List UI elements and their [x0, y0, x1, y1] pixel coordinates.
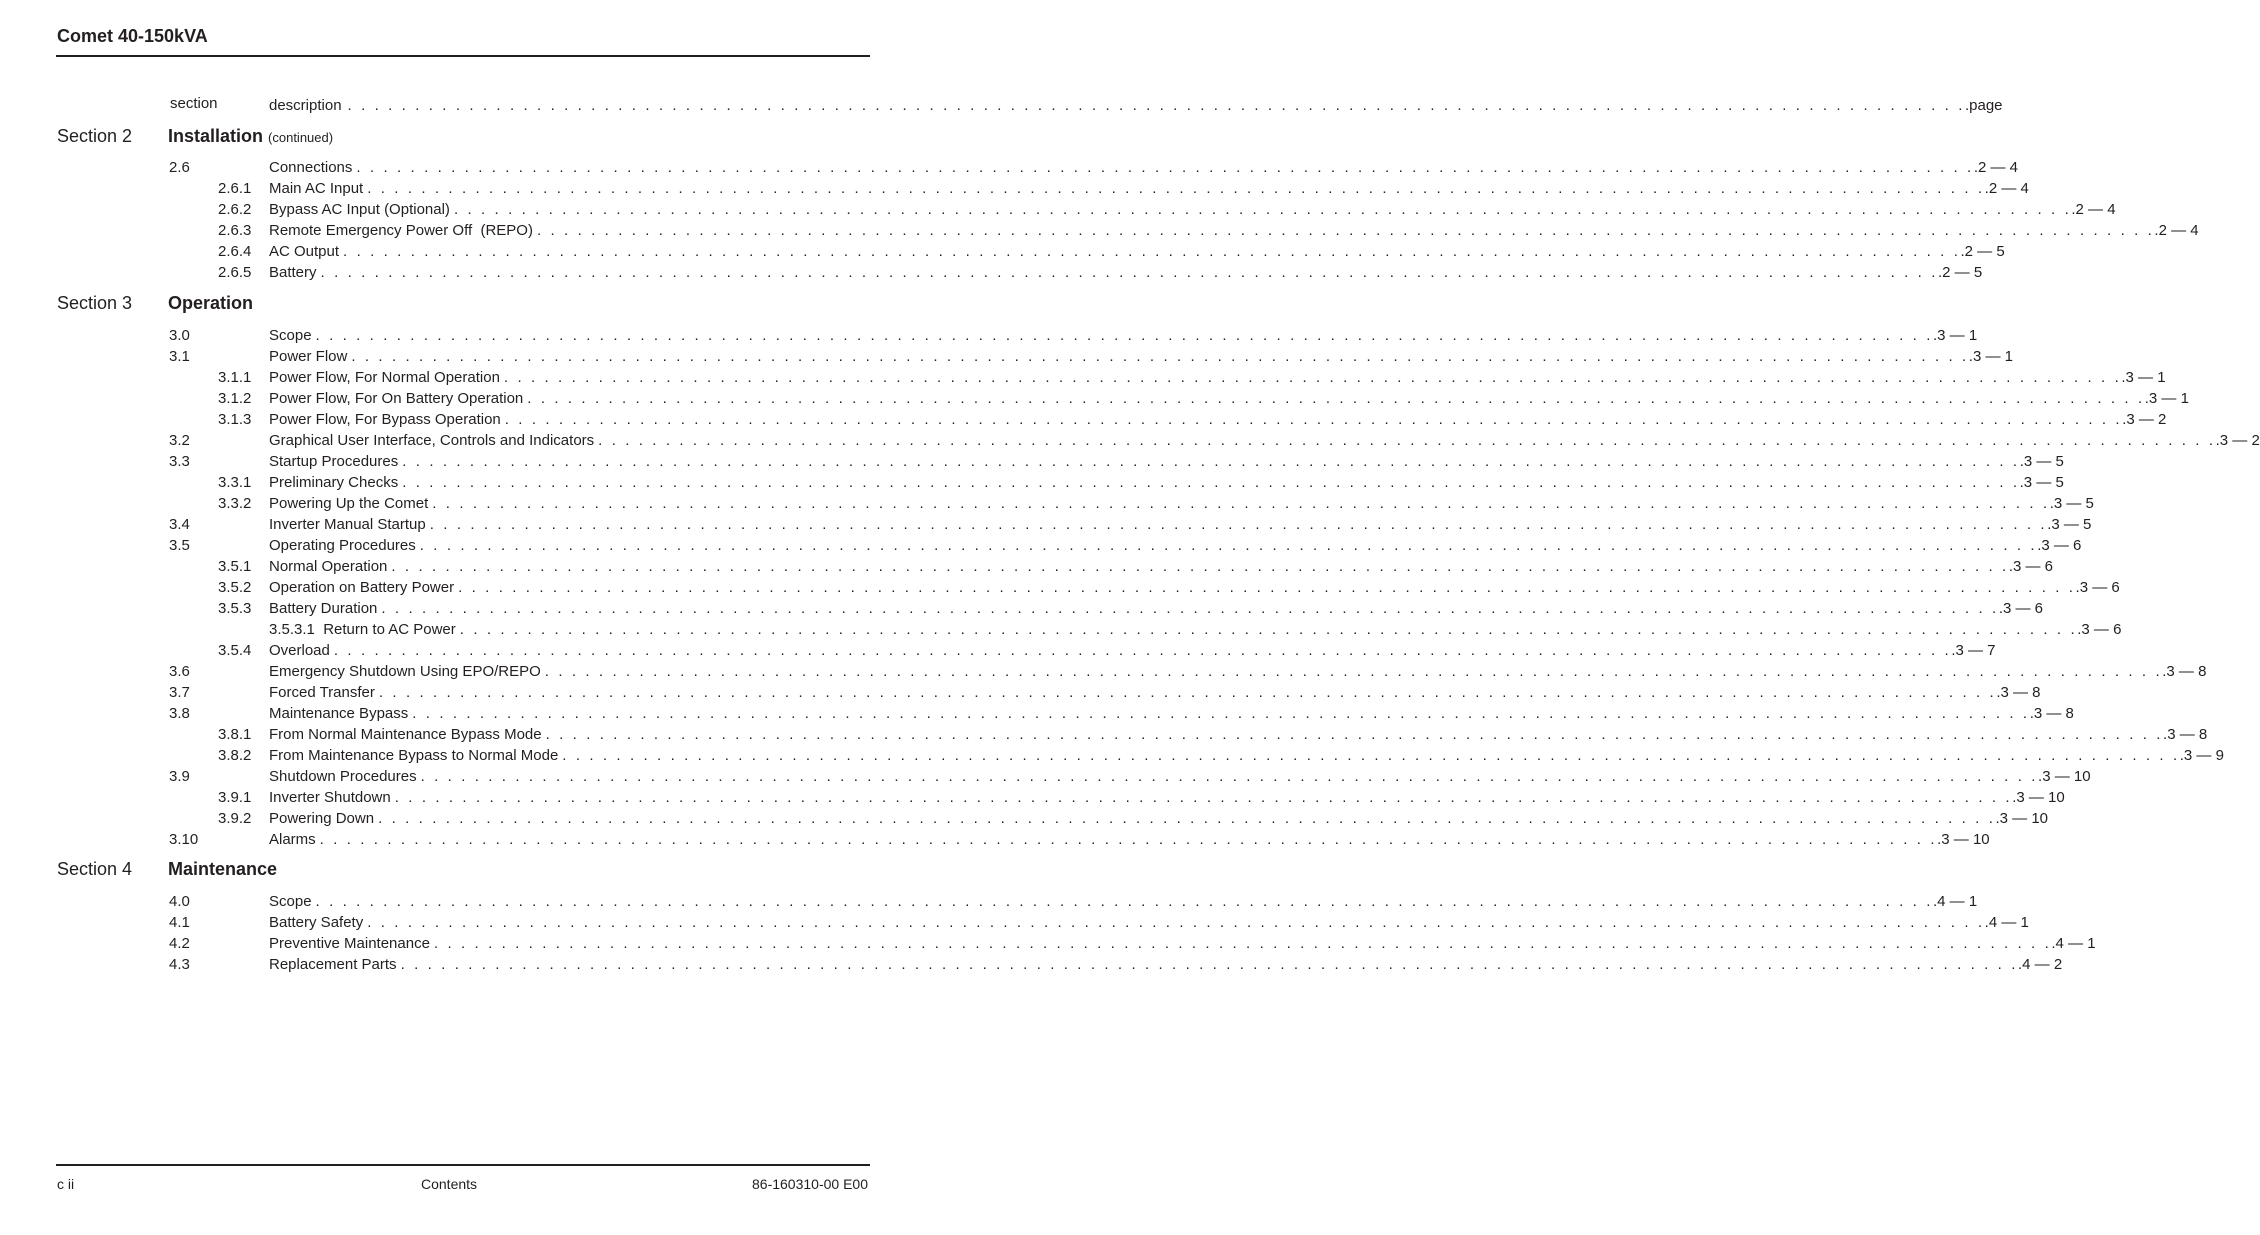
toc-entry-title: Operation on Battery Power: [269, 579, 455, 596]
toc-entry-number: 3.9.2: [218, 810, 252, 827]
toc-entry-line: [269, 661, 2207, 682]
dot-leader: . . . . . . . . . . . . . . . . . . . . . . . . . . . . . . . . . . . . . . . . . . . . . . . . . . . . . . . . . . . . . . . . . . . . . . . . . . . . . . . . . . . . . . . . . . . . . . . . . . . . . . . . . . . . . . . . . . . . . . . .: [419, 537, 2038, 554]
toc-entry-page: .3 — 10: [1995, 810, 2049, 827]
toc-entry[interactable]: [0, 535, 2082, 556]
dot-leader: . . . . . . . . . . . . . . . . . . . . . . . . . . . . . . . . . . . . . . . . . . . . . . . . . . . . . . . . . . . . . . . . . . . . . . . . . . . . . . . . . . . . . . . . . . . . . . . . . . . . . . . . . . . . . . . . . . . . . . . .: [391, 558, 2009, 575]
toc-entry[interactable]: [0, 514, 2092, 535]
toc-entry-title: Normal Operation: [269, 558, 388, 575]
toc-entry-line: [269, 514, 2092, 535]
toc-entry-page: .4 — 1: [2051, 935, 2096, 952]
dot-leader: . . . . . . . . . . . . . . . . . . . . . . . . . . . . . . . . . . . . . . . . . . . . . . . . . . . . . . . . . . . . . . . . . . . . . . . . . . . . . . . . . . . . . . . . . . . . . . . . . . . . . . . . . . . . . . . . . . . . . . . .: [315, 893, 1933, 910]
toc-entry-title: From Maintenance Bypass to Normal Mode: [269, 747, 559, 764]
toc-entry-number: 3.5.4: [218, 642, 252, 659]
toc-entry-page: .3 — 10: [2038, 768, 2091, 785]
toc-entry[interactable]: [0, 346, 2013, 367]
toc-entry-title: Battery Safety: [269, 914, 364, 931]
section-label: Section 3: [57, 293, 133, 313]
toc-entry-number: 2.6.4: [218, 243, 252, 260]
dot-leader: . . . . . . . . . . . . . . . . . . . . . . . . . . . . . . . . . . . . . . . . . . . . . . . . . . . . . . . . . . . . . . . . . . . . . . . . . . . . . . . . . . . . . . . . . . . . . . . . . . . . . . . . . . . . . . . . . . . . . . . .: [315, 327, 1933, 344]
toc-entry-title: Battery: [269, 264, 317, 281]
dot-leader: . . . . . . . . . . . . . . . . . . . . . . . . . . . . . . . . . . . . . . . . . . . . . . . . . . . . . . . . . . . . . . . . . . . . . . . . . . . . . . . . . . . . . . . . . . . . . . . . . . . . . . . . . . . . . . . . . . . . . . . .: [400, 956, 2018, 973]
toc-entry-line: [269, 388, 2189, 409]
dot-leader: . . . . . . . . . . . . . . . . . . . . . . . . . . . . . . . . . . . . . . . . . . . . . . . . . . . . . . . . . . . . . . . . . . . . . . . . . . . . . . . . . . . . . . . . . . . . . . . . . . . . . . . . . . . . . . . . . . . . . . . .: [320, 264, 1938, 281]
toc-entry-number: 3.10: [169, 831, 199, 848]
toc-entry-line: [269, 409, 2167, 430]
footer-center-label: Contents: [421, 1176, 478, 1192]
dot-leader: . . . . . . . . . . . . . . . . . . . . . . . . . . . . . . . . . . . . . . . . . . . . . . . . . . . . . . . . . . . . . . . . . . . . . . . . . . . . . . . . . . . . . . . . . . . . . . . . . . . . . . . . . . . . . . . . . . . . . . . .: [429, 516, 2048, 533]
dot-leader: . . . . . . . . . . . . . . . . . . . . . . . . . . . . . . . . . . . . . . . . . . . . . . . . . . . . . . . . . . . . . . . . . . . . . . . . . . . . . . . . . . . . . . . . . . . . . . . . . . . . . . . . . . . . . . . . . . . . . . . .: [527, 390, 2145, 407]
dot-leader: . . . . . . . . . . . . . . . . . . . . . . . . . . . . . . . . . . . . . . . . . . . . . . . . . . . . . . . . . . . . . . . . . . . . . . . . . . . . . . . . . . . . . . . . . . . . . . . . . . . . . . . . . . . . . . . . . . . . . . . .: [562, 747, 2180, 764]
toc-entry-page: .3 — 5: [2019, 474, 2064, 491]
section-title-text: Operation: [168, 293, 254, 313]
toc-entry[interactable]: [0, 472, 2064, 493]
toc-entry[interactable]: [0, 577, 2120, 598]
toc-entry-line: [269, 178, 2029, 199]
toc-entry-line: [269, 808, 2049, 829]
toc-entry[interactable]: [0, 912, 2029, 933]
toc-entry-page: .3 — 1: [1932, 327, 1978, 344]
toc-entry-line: [269, 703, 2074, 724]
toc-entry-number: 3.3.1: [218, 474, 252, 491]
toc-entry-title: Graphical User Interface, Controls and Indicators: [269, 432, 595, 449]
toc-entry-line: [269, 220, 2199, 241]
toc-entry[interactable]: [0, 682, 2041, 703]
toc-entry-line: [269, 157, 2019, 178]
toc-entry[interactable]: [0, 598, 2044, 619]
toc-entry-line: [269, 367, 2166, 388]
dot-leader: . . . . . . . . . . . . . . . . . . . . . . . . . . . . . . . . . . . . . . . . . . . . . . . . . . . . . . . . . . . . . . . . . . . . . . . . . . . . . . . . . . . . . . . . . . . . . . . . . . . . . . . . . . . . . . . . . . . . . . . .: [378, 810, 1996, 827]
toc-entry-number: 3.1.2: [218, 390, 252, 407]
dot-leader: . . . . . . . . . . . . . . . . . . . . . . . . . . . . . . . . . . . . . . . . . . . . . . . . . . . . . . . . . . . . . . . . . . . . . . . . . . . . . . . . . . . . . . . . . . . . . . . . . . . . . . . . . . . . . . . . . . . . . . . .: [453, 201, 2072, 218]
toc-entry-title: Maintenance Bypass: [269, 705, 409, 722]
toc-entry-title: Battery Duration: [269, 600, 378, 617]
toc-entry[interactable]: [0, 640, 1996, 661]
toc-entry-number: 3.0: [169, 327, 190, 344]
toc-entry-line: [269, 241, 2005, 262]
toc-entry-title: Power Flow, For On Battery Operation: [269, 390, 524, 407]
toc-entry[interactable]: [0, 829, 1990, 850]
section-title: [168, 126, 333, 147]
toc-entry-line: [269, 954, 2063, 975]
toc-entry-number: 4.1: [169, 914, 190, 931]
toc-entry[interactable]: [0, 661, 2207, 682]
toc-entry-page: .3 — 2: [2122, 411, 2167, 428]
toc-entry-title: Scope: [269, 893, 312, 910]
toc-entry-title: Powering Down: [269, 810, 375, 827]
dot-leader: . . . . . . . . . . . . . . . . . . . . . . . . . . . . . . . . . . . . . . . . . . . . . . . . . . . . . . . . . . . . . . . . . . . . . . . . . . . . . . . . . . . . . . . . . . . . . . . . . . . . . . . . . . . . . . . . . . . . . . . .: [402, 453, 2020, 470]
toc-entry-number: 2.6.5: [218, 264, 252, 281]
toc-entry-number: 3.8.1: [218, 726, 252, 743]
toc-entry-page: .3 — 5: [2047, 516, 2092, 533]
toc-entry[interactable]: [0, 367, 2166, 388]
toc-entry-page: .3 — 6: [2077, 621, 2122, 638]
toc-entry-page: .3 — 8: [1996, 684, 2041, 701]
toc-entry-title: Inverter Manual Startup: [269, 516, 426, 533]
footer-doc-number: 86-160310-00 E00: [752, 1176, 868, 1192]
column-header-section: section: [170, 95, 218, 112]
toc-entry-title: Connections: [269, 159, 353, 176]
toc-entry-title: Power Flow: [269, 348, 348, 365]
toc-entry-page: .3 — 1: [2121, 369, 2166, 386]
toc-entry-line: [269, 640, 1996, 661]
toc-entry-line: [269, 535, 2082, 556]
dot-leader: . . . . . . . . . . . . . . . . . . . . . . . . . . . . . . . . . . . . . . . . . . . . . . . . . . . . . . . . . . . . . . . . . . . . . . . . . . . . . . . . . . . . . . . . . . . . . . . . . . . . . . . . . . . . . . . . . . . . . . . .: [545, 726, 2164, 743]
dot-leader: . . . . . . . . . . . . . . . . . . . . . . . . . . . . . . . . . . . . . . . . . . . . . . . . . . . . . . . . . . . . . . . . . . . . . . . . . . . . . . . . . . . . . . . . . . . . . . . . . . . . . . . . . . . . . . . . . . . . . . . .: [381, 600, 1999, 617]
toc-entry-line: [269, 472, 2064, 493]
toc-entry-line: [269, 619, 2122, 640]
toc-entry-line: [269, 199, 2116, 220]
toc-entry[interactable]: [0, 451, 2064, 472]
toc-entry[interactable]: [0, 808, 2049, 829]
dot-leader: . . . . . . . . . . . . . . . . . . . . . . . . . . . . . . . . . . . . . . . . . . . . . . . . . . . . . . . . . . . . . . . . . . . . . . . . . . . . . . . . . . . . . . . . . . . . . . . . . . . . . . . . . . . . . . . . . . . . . . . .: [319, 831, 1938, 848]
toc-entry-line: [269, 829, 1990, 850]
toc-entry[interactable]: [0, 766, 2091, 787]
toc-entry-page: .2 — 4: [2071, 201, 2116, 218]
toc-entry-page: .2 — 5: [1937, 264, 1983, 281]
toc-entry[interactable]: [0, 787, 2065, 808]
column-header-description-row: [269, 95, 2003, 116]
toc-entry-title: Overload: [269, 642, 330, 659]
toc-entry-number: 3.8: [169, 705, 190, 722]
toc-entry-line: [269, 933, 2096, 954]
toc-entry[interactable]: [0, 430, 2260, 451]
toc-entry-title: AC Output: [269, 243, 340, 260]
column-header-description: description: [269, 97, 342, 114]
toc-entry-number: 3.3.2: [218, 495, 252, 512]
dot-leader: . . . . . . . . . . . . . . . . . . . . . . . . . . . . . . . . . . . . . . . . . . . . . . . . . . . . . . . . . . . . . . . . . . . . . . . . . . . . . . . . . . . . . . . . . . . . . . . . . . . . . . . . . . . . . . . . . . . . . . . .: [333, 642, 1952, 659]
toc-entry-title: 3.5.3.1 Return to AC Power: [269, 621, 456, 638]
toc-entry-title: Replacement Parts: [269, 956, 397, 973]
section-label: Section 4: [57, 859, 133, 879]
dot-leader: . . . . . . . . . . . . . . . . . . . . . . . . . . . . . . . . . . . . . . . . . . . . . . . . . . . . . . . . . . . . . . . . . . . . . . . . . . . . . . . . . . . . . . . . . . . . . . . . . . . . . . . . . . . . . . . . . . . . . . . .: [458, 579, 2076, 596]
toc-entry-number: 3.2: [169, 432, 190, 449]
toc-entry-title: Emergency Shutdown Using EPO/REPO: [269, 663, 541, 680]
toc-entry[interactable]: [0, 493, 2094, 514]
toc-entry-page: .3 — 1: [2144, 390, 2189, 407]
toc-entry-line: [269, 912, 2029, 933]
toc-entry-number: 3.5.3: [218, 600, 252, 617]
dot-leader: . . . . . . . . . . . . . . . . . . . . . . . . . . . . . . . . . . . . . . . . . . . . . . . . . . . . . . . . . . . . . . . . . . . . . . . . . . . . . . . . . . . . . . . . . . . . . . . . . . . . . . . . . . . . . . . . . . . . . . . .: [402, 474, 2020, 491]
toc-entry-number: 3.5: [169, 537, 190, 554]
dot-leader: . . . . . . . . . . . . . . . . . . . . . . . . . . . . . . . . . . . . . . . . . . . . . . . . . . . . . . . . . . . . . . . . . . . . . . . . . . . . . . . . . . . . . . . . . . . . . . . . . . . . . . . . . . . . . . . . . . . . . . . .: [536, 222, 2155, 239]
toc-entry[interactable]: [0, 954, 2063, 975]
section-title-text: Installation: [168, 126, 264, 146]
toc-entry-line: [269, 745, 2224, 766]
toc-entry-number: 3.9.1: [218, 789, 252, 806]
toc-entry-line: [269, 766, 2091, 787]
toc-entry[interactable]: [0, 891, 1978, 912]
toc-entry-line: [269, 430, 2260, 451]
toc-entry-number: 2.6.2: [218, 201, 252, 218]
toc-entry-number: 3.5.1: [218, 558, 252, 575]
toc-entry-page: .2 — 4: [2154, 222, 2199, 239]
toc-entry-number: 2.6.1: [218, 180, 252, 197]
footer-page-number: c ii: [57, 1176, 75, 1192]
toc-entry-title: Scope: [269, 327, 312, 344]
toc-entry-line: [269, 451, 2064, 472]
toc-entry-page: .3 — 8: [2029, 705, 2074, 722]
toc-entry-page: .3 — 1: [1968, 348, 2013, 365]
section-title-suffix: (continued): [268, 130, 334, 145]
toc-entry-number: 2.6: [169, 159, 190, 176]
dot-leader: . . . . . . . . . . . . . . . . . . . . . . . . . . . . . . . . . . . . . . . . . . . . . . . . . . . . . . . . . . . . . . . . . . . . . . . . . . . . . . . . . . . . . . . . . . . . . . . . . . . . . . . . . . . . . . . . . . . . . . . .: [394, 789, 2013, 806]
toc-entry-title: Bypass AC Input (Optional): [269, 201, 450, 218]
toc-entry-line: [269, 598, 2044, 619]
toc-entry-number: 3.9: [169, 768, 190, 785]
section-title: [168, 859, 277, 880]
toc-entry-page: .2 — 4: [1984, 180, 2029, 197]
toc-entry-number: 4.3: [169, 956, 190, 973]
toc-entry-page: .3 — 8: [2163, 726, 2208, 743]
section-label: Section 2: [57, 126, 133, 146]
toc-entry-page: .2 — 4: [1973, 159, 2019, 176]
toc-entry-line: [269, 556, 2054, 577]
toc-entry-number: 3.7: [169, 684, 190, 701]
toc-entry[interactable]: [0, 724, 2208, 745]
toc-entry-title: Powering Up the Comet: [269, 495, 429, 512]
section-title: [168, 293, 253, 314]
dot-leader: . . . . . . . . . . . . . . . . . . . . . . . . . . . . . . . . . . . . . . . . . . . . . . . . . . . . . . . . . . . . . . . . . . . . . . . . . . . . . . . . . . . . . . . . . . . . . . . . . . . . . . . . . . . . . . . . . . . . . . . .: [351, 348, 1969, 365]
dot-leader: . . . . . . . . . . . . . . . . . . . . . . . . . . . . . . . . . . . . . . . . . . . . . . . . . . . . . . . . . . . . . . . . . . . . . . . . . . . . . . . . . . . . . . . . . . . . . . . . . . . . . . . . . . . . . . . . . . . . . . . .: [367, 914, 1985, 931]
dot-leader: . . . . . . . . . . . . . . . . . . . . . . . . . . . . . . . . . . . . . . . . . . . . . . . . . . . . . . . . . . . . . . . . . . . . . . . . . . . . . . . . . . . . . . . . . . . . . . . . . . . . . . . . . . . . . . . . . . . . . . . .: [356, 159, 1974, 176]
dot-leader: . . . . . . . . . . . . . . . . . . . . . . . . . . . . . . . . . . . . . . . . . . . . . . . . . . . . . . . . . . . . . . . . . . . . . . . . . . . . . . . . . . . . . . . . . . . . . . . . . . . . . . . . . . . . . . . . . . . . . . . .: [343, 243, 1961, 260]
toc-entry-title: Main AC Input: [269, 180, 364, 197]
dot-leader: . . . . . . . . . . . . . . . . . . . . . . . . . . . . . . . . . . . . . . . . . . . . . . . . . . . . . . . . . . . . . . . . . . . . . . . . . . . . . . . . . . . . . . . . . . . . . . . . . . . . . . . . . . . . . . . . . . . . . . . .: [433, 935, 2052, 952]
dot-leader: . . . . . . . . . . . . . . . . . . . . . . . . . . . . . . . . . . . . . . . . . . . . . . . . . . . . . . . . . . . . . . . . . . . . . . . . . . . . . . . . . . . . . . . . . . . . . . . . . . . . . . . . . . . . . . . . . . . . . . . .: [503, 369, 2122, 386]
toc-entry-page: .3 — 6: [1998, 600, 2044, 617]
toc-entry-line: [269, 493, 2094, 514]
dot-leader: . . . . . . . . . . . . . . . . . . . . . . . . . . . . . . . . . . . . . . . . . . . . . . . . . . . . . . . . . . . . . . . . . . . . . . . . . . . . . . . . . . . . . . . . . . . . . . . . . . . . . . . . . . . . . . . . . . . . . . . .: [432, 495, 2050, 512]
toc-entry[interactable]: [0, 409, 2167, 430]
toc-entry-number: 4.0: [169, 893, 190, 910]
toc-entry[interactable]: [0, 178, 2029, 199]
toc-entry-title: Startup Procedures: [269, 453, 399, 470]
toc-entry-page: .3 — 2: [2215, 432, 2260, 449]
toc-entry[interactable]: [0, 933, 2096, 954]
toc-entry-number: 3.1.1: [218, 369, 252, 386]
toc-entry-page: .3 — 5: [2019, 453, 2064, 470]
toc-entry-title: Remote Emergency Power Off (REPO): [269, 222, 533, 239]
toc-entry-line: [269, 682, 2041, 703]
section-title-text: Maintenance: [168, 859, 278, 879]
footer-rule: [56, 1164, 870, 1166]
toc-entry-page: .4 — 1: [1984, 914, 2029, 931]
toc-entry[interactable]: [0, 556, 2054, 577]
toc-entry-page: .3 — 5: [2049, 495, 2094, 512]
toc-entry-number: 3.1: [169, 348, 190, 365]
dot-leader: . . . . . . . . . . . . . . . . . . . . . . . . . . . . . . . . . . . . . . . . . . . . . . . . . . . . . . . . . . . . . . . . . . . . . . . . . . . . . . . . . . . . . . . . . . . . . . . . . . . . . . . . . . . . . . . . . . . . . . . .: [504, 411, 2123, 428]
toc-entry-page: .4 — 2: [2018, 956, 2063, 973]
toc-entry-title: Preliminary Checks: [269, 474, 399, 491]
toc-entry-page: .2 — 5: [1960, 243, 2005, 260]
dot-leader: . . . . . . . . . . . . . . . . . . . . . . . . . . . . . . . . . . . . . . . . . . . . . . . . . . . . . . . . . . . . . . . . . . . . . . . . . . . . . . . . . . . . . . . . . . . . . . . . . . . . . . . . . . . . . . . . . . . . . . . .: [347, 97, 1965, 114]
toc-entry[interactable]: [0, 262, 1983, 283]
toc-entry-page: .3 — 9: [2179, 747, 2224, 764]
toc-entry-number: 3.1.3: [218, 411, 252, 428]
dot-leader: . . . . . . . . . . . . . . . . . . . . . . . . . . . . . . . . . . . . . . . . . . . . . . . . . . . . . . . . . . . . . . . . . . . . . . . . . . . . . . . . . . . . . . . . . . . . . . . . . . . . . . . . . . . . . . . . . . . . . . . .: [544, 663, 2163, 680]
dot-leader: . . . . . . . . . . . . . . . . . . . . . . . . . . . . . . . . . . . . . . . . . . . . . . . . . . . . . . . . . . . . . . . . . . . . . . . . . . . . . . . . . . . . . . . . . . . . . . . . . . . . . . . . . . . . . . . . . . . . . . . .: [459, 621, 2078, 638]
toc-entry[interactable]: [0, 325, 1978, 346]
toc-entry[interactable]: [0, 241, 2005, 262]
toc-entry-title: Operating Procedures: [269, 537, 416, 554]
toc-entry-line: [269, 787, 2065, 808]
toc-entry-title: Power Flow, For Normal Operation: [269, 369, 500, 386]
toc-entry-title: Power Flow, For Bypass Operation: [269, 411, 501, 428]
dot-leader: . . . . . . . . . . . . . . . . . . . . . . . . . . . . . . . . . . . . . . . . . . . . . . . . . . . . . . . . . . . . . . . . . . . . . . . . . . . . . . . . . . . . . . . . . . . . . . . . . . . . . . . . . . . . . . . . . . . . . . . .: [378, 684, 1997, 701]
toc-entry-page: .3 — 10: [1937, 831, 1990, 848]
toc-entry-title: From Normal Maintenance Bypass Mode: [269, 726, 542, 743]
toc-entry-number: 3.8.2: [218, 747, 252, 764]
toc-entry-number: 3.6: [169, 663, 190, 680]
toc-entry-line: [269, 577, 2120, 598]
toc-entry-line: [269, 346, 2013, 367]
column-header-page: .page: [1964, 97, 2003, 114]
toc-entry-number: 4.2: [169, 935, 190, 952]
toc-entry-page: .3 — 10: [2012, 789, 2065, 806]
dot-leader: . . . . . . . . . . . . . . . . . . . . . . . . . . . . . . . . . . . . . . . . . . . . . . . . . . . . . . . . . . . . . . . . . . . . . . . . . . . . . . . . . . . . . . . . . . . . . . . . . . . . . . . . . . . . . . . . . . . . . . . .: [367, 180, 1985, 197]
toc-entry-number: 3.3: [169, 453, 190, 470]
toc-entry-page: .3 — 7: [1951, 642, 1996, 659]
toc-entry-line: [269, 724, 2208, 745]
toc-entry[interactable]: [0, 703, 2074, 724]
toc-entry-page: .3 — 6: [2037, 537, 2082, 554]
toc-entry-line: [269, 891, 1978, 912]
toc-entry-title: Shutdown Procedures: [269, 768, 417, 785]
header-rule: [56, 55, 870, 57]
toc-entry-number: 3.5.2: [218, 579, 252, 596]
toc-entry[interactable]: [0, 220, 2199, 241]
toc-entry[interactable]: [0, 157, 2019, 178]
toc-entry[interactable]: [0, 199, 2116, 220]
toc-entry[interactable]: [0, 619, 2122, 640]
toc-entry-line: [269, 325, 1978, 346]
toc-entry-page: .4 — 1: [1932, 893, 1978, 910]
toc-entry-page: .3 — 6: [2008, 558, 2054, 575]
toc-entry[interactable]: [0, 388, 2189, 409]
toc-entry-line: [269, 262, 1983, 283]
dot-leader: . . . . . . . . . . . . . . . . . . . . . . . . . . . . . . . . . . . . . . . . . . . . . . . . . . . . . . . . . . . . . . . . . . . . . . . . . . . . . . . . . . . . . . . . . . . . . . . . . . . . . . . . . . . . . . . . . . . . . . . .: [598, 432, 2216, 449]
toc-entry-number: 2.6.3: [218, 222, 252, 239]
toc-entry-title: Inverter Shutdown: [269, 789, 391, 806]
toc-entry-page: .3 — 8: [2162, 663, 2207, 680]
toc-entry-title: Preventive Maintenance: [269, 935, 430, 952]
toc-entry-title: Forced Transfer: [269, 684, 375, 701]
page-header-title: Comet 40-150kVA: [57, 26, 208, 46]
toc-entry-title: Alarms: [269, 831, 316, 848]
toc-entry-number: 3.4: [169, 516, 190, 533]
toc-entry-page: .3 — 6: [2075, 579, 2120, 596]
dot-leader: . . . . . . . . . . . . . . . . . . . . . . . . . . . . . . . . . . . . . . . . . . . . . . . . . . . . . . . . . . . . . . . . . . . . . . . . . . . . . . . . . . . . . . . . . . . . . . . . . . . . . . . . . . . . . . . . . . . . . . . .: [412, 705, 2030, 722]
toc-entry[interactable]: [0, 745, 2224, 766]
dot-leader: . . . . . . . . . . . . . . . . . . . . . . . . . . . . . . . . . . . . . . . . . . . . . . . . . . . . . . . . . . . . . . . . . . . . . . . . . . . . . . . . . . . . . . . . . . . . . . . . . . . . . . . . . . . . . . . . . . . . . . . .: [420, 768, 2039, 785]
